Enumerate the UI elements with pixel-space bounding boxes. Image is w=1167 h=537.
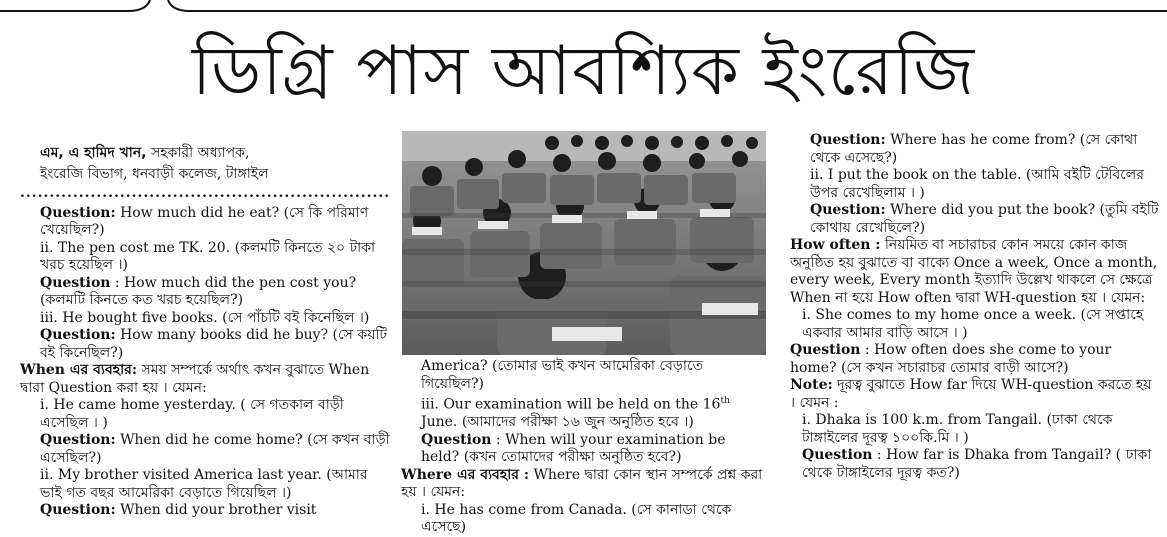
question-label: Question: [810,132,886,148]
author-affiliation: ইংরেজি বিভাগ, ধনবাড়ী কলেজ, টাঙ্গাইল [40,166,269,182]
example-text: i. Dhaka is 100 k.m. from Tangail. (ঢাকা থেকে টাঙ্গাইলের দূরত্ব ১০০কি.মি । ) [802,412,1113,446]
example-text-continued: June. (আমাদের পরীক্ষা ১৬ জুন অনুষ্ঠিত হবে ।) [421,414,694,431]
author-name: এম, এ হামিদ খান, [40,145,147,161]
article-column-3 [790,132,1160,482]
section-heading-when: When এর ব্যবহার: [20,362,138,378]
example-text: i. He came home yesterday. ( সে গতকাল বাড়ী এসেছিল । ) [40,397,344,431]
note-label: Note: [790,377,833,393]
example-text: ii. The pen cost me TK. 20. (কলমটি কিনতে ২০ টাকা খরচ হয়েছিল ।) [40,239,376,273]
section-text: নিয়মিত বা সচারাচর কোন সময়ে কোন কাজ অনুষ্ঠিত হয় বুঝাতে বা বাক্যে Once a week, Once a month, every week, Every month ইত্যাদি উল্লেখ থাকলে সে ক্ষেত্রে When না হয়ে How often দ্বারা WH-question হয় । যেমন: [790,237,1158,306]
question-text: When did your brother visit [115,502,317,518]
article-column-1 [20,143,392,520]
example-text: ii. My brother visited America last year. (আমার ভাই গত বছর আমেরিকা বেড়াতে গিয়েছিল ।) [40,467,368,501]
question-label: Question: [810,202,886,218]
example-text: iii. Our examination will be held on the 16 [421,396,721,413]
example-text: America? (তোমার ভাই কখন আমেরিকা বেড়াতে গিয়েছিল?) [421,358,704,392]
question-text: How many books did he buy? (সে কয়টি বই কিনেছিল?) [40,327,388,361]
question-text: : How far is Dhaka from Tangail? ( ঢাকা থেকে টাঙ্গাইলের দূরত্ব কত?) [802,447,1152,481]
question-label: Question [40,274,111,291]
article-column-2 [401,358,767,537]
question-text: How much did he eat? (সে কি পরিমাণ খেয়েছিল?) [40,204,369,238]
author-designation: সহকারী অধ্যাপক, [150,145,250,161]
author-byline [20,143,392,185]
ordinal-suffix: th [720,396,730,406]
dotted-divider: ............................................................... [20,185,391,201]
example-text: i. She comes to my home once a week. (সে সপ্তাহে একবার আমার বাড়ি আসে । ) [802,307,1144,341]
question-label: Question [421,431,492,448]
example-text: i. He has come from Canada. (সে কানাডা থেকে এসেছে) [421,501,732,536]
question-label: Question [790,342,861,358]
question-label: Question [802,447,873,463]
question-label: Question: [40,502,116,518]
header-decoration [0,0,1167,20]
note-text: দূরত্ব বুঝাতে How far দিয়ে WH-question করতে হয় । যেমন : [790,377,1152,411]
section-heading-where: Where এর ব্যবহার : [401,466,529,483]
section-text: সময় সম্পর্কে অর্থাৎ কখন বুঝাতে When দ্বারা Question করা হয় । যেমন: [20,362,370,396]
section-text: Where দ্বারা কোন স্থান সম্পর্কে প্রশ্ন করা হয় । যেমন: [401,466,763,501]
question-label: Question: [40,432,116,448]
page-title: ডিগ্রি পাস আবশ্যিক ইংরেজি [191,32,976,111]
question-text: : How much did the pen cost you? (কলমটি কিনতে কত খরচ হয়েছিল?) [40,274,357,308]
question-label: Question: [40,327,116,343]
question-text: Where has he come from? (সে কোথা থেকে এসেছে?) [810,132,1138,166]
exam-hall-photo [402,131,766,355]
question-label: Question: [40,204,116,221]
question-text: When did he come home? (সে কখন বাড়ী এসেছিল?) [40,432,390,466]
question-text: : When will your examination be held? (কখন তোমাদের পরীক্ষা অনুষ্ঠিত হবে?) [421,431,726,466]
section-heading-how-often: How often : [790,237,881,253]
question-text: Where did you put the book? (তুমি বইটি কোথায় রেখেছিলে?) [810,202,1159,236]
example-text: ii. I put the book on the table. (আমি বইটি টেবিলের উপর রেখেছিলাম । ) [810,167,1144,201]
question-text: : How often does she come to your home? (সে কখন সচারাচর তোমার বাড়ী আসে?) [790,342,1112,376]
example-text: iii. He bought five books. (সে পাঁচটি বই কিনেছিল ।) [40,309,370,326]
